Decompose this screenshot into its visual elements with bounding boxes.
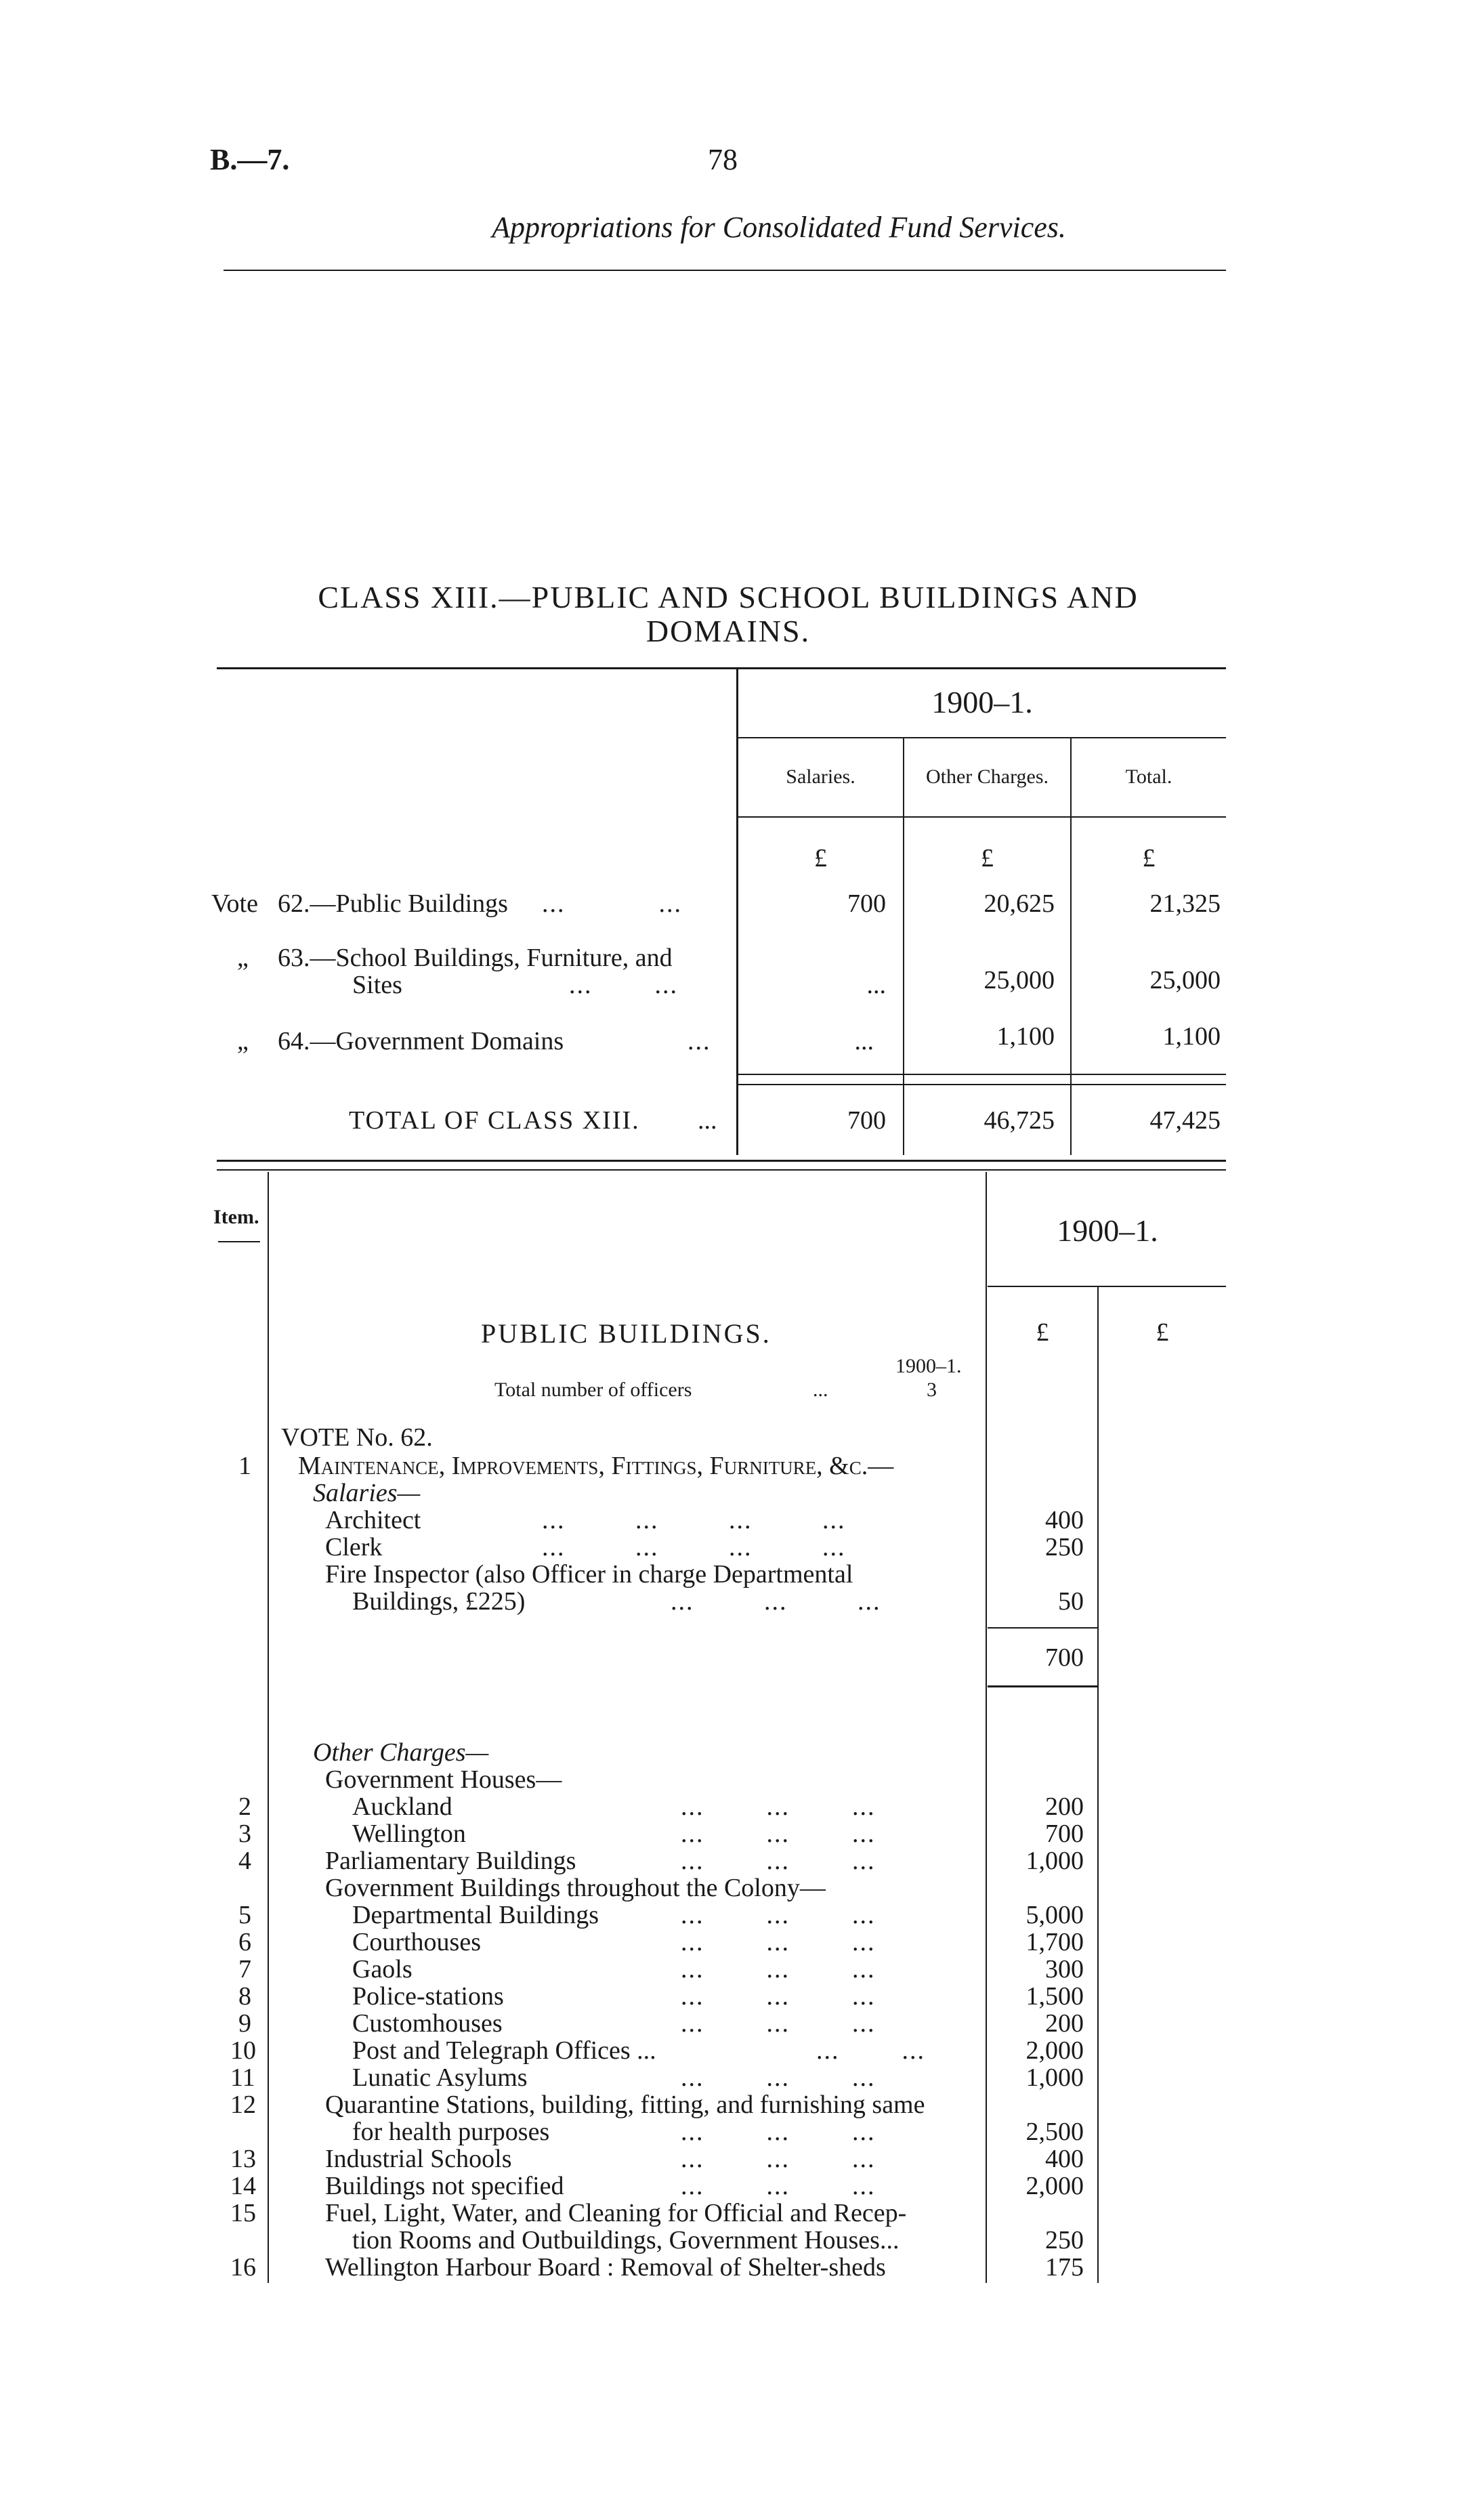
salary-amount: 400	[1045, 1506, 1084, 1534]
salaries-subtotal-rule	[988, 1627, 1097, 1629]
subtotal-rule	[738, 1074, 1226, 1075]
item-label: Wellington Harbour Board : Removal of Shelter-sheds	[325, 2253, 886, 2282]
item-dots: ... ... ...	[681, 1847, 876, 1875]
item-num: 6	[238, 1928, 251, 1956]
amount-col-divider	[986, 1172, 987, 2283]
summary-total-total: 47,425	[1149, 1106, 1221, 1135]
item-num: 11	[230, 2063, 255, 2092]
item-dots: ... ...	[816, 2036, 925, 2065]
summary-row-dots: ...	[688, 1027, 711, 1055]
summary-row-label-cont: Sites	[352, 971, 402, 999]
col-other-charges: Other Charges.	[925, 765, 1049, 788]
summary-row-salaries: 700	[847, 889, 886, 918]
summary-row-label: 62.—Public Buildings	[278, 889, 508, 918]
detail-currency-1: £	[1036, 1318, 1049, 1347]
summary-row-total: 21,325	[1149, 889, 1221, 918]
item-num: 4	[238, 1847, 251, 1875]
item-label: Buildings not specified	[325, 2172, 564, 2200]
item-dots: ... ... ...	[681, 1982, 876, 2011]
amount-subcol-divider	[1097, 1287, 1099, 2283]
officers-dots: ...	[813, 1379, 828, 1401]
item-amount: 175	[1045, 2253, 1084, 2282]
item-label: Fuel, Light, Water, and Cleaning for Official and Recep-	[325, 2199, 907, 2227]
summary-row-prefix: Vote	[211, 889, 258, 918]
salary-amount: 250	[1045, 1533, 1084, 1561]
item-num: 7	[238, 1955, 251, 1983]
item-amount: 2,500	[1026, 2118, 1084, 2146]
item-header: Item.	[213, 1206, 259, 1228]
summary-total-salaries: 700	[847, 1106, 886, 1135]
officers-label: Total number of officers	[494, 1379, 692, 1401]
currency-salaries: £	[814, 844, 827, 873]
item-num: 5	[238, 1901, 251, 1929]
header-rule	[224, 270, 1226, 271]
summary-colhead-rule	[738, 816, 1226, 818]
item-amount: 2,000	[1026, 2036, 1084, 2065]
detail-year-rule	[988, 1286, 1226, 1287]
item-label: Post and Telegraph Offices ...	[352, 2036, 656, 2065]
summary-bottom-rule-2	[217, 1169, 1226, 1171]
item-amount: 700	[1045, 1820, 1084, 1848]
salary-dots: ... ... ... ...	[542, 1506, 846, 1534]
item-amount: 1,700	[1026, 1928, 1084, 1956]
item-label-cont: tion Rooms and Outbuildings, Government Houses...	[352, 2226, 900, 2254]
summary-row-total: 1,100	[1162, 1022, 1221, 1051]
item-num: 1	[238, 1452, 251, 1480]
item-label: Parliamentary Buildings	[325, 1847, 576, 1875]
item-amount: 5,000	[1026, 1901, 1084, 1929]
summary-total-other: 46,725	[984, 1106, 1055, 1135]
item-amount: 200	[1045, 2009, 1084, 2038]
summary-row-prefix: „	[237, 944, 249, 972]
summary-row-other: 25,000	[984, 966, 1055, 994]
item-dots: ... ... ...	[681, 1955, 876, 1983]
summary-row-dots: ... ...	[542, 889, 682, 918]
salary-label: Architect	[325, 1506, 421, 1534]
salary-label-cont: Buildings, £225)	[352, 1587, 526, 1616]
salary-dots: ... ... ... ...	[542, 1533, 846, 1561]
item-amount: 250	[1045, 2226, 1084, 2254]
officers-count: 3	[927, 1379, 937, 1401]
item-dots: ... ... ...	[681, 1792, 876, 1821]
item-col-divider	[268, 1172, 269, 2283]
item-dots: ... ... ...	[681, 2118, 876, 2146]
salaries-total: 700	[1045, 1643, 1084, 1672]
summary-row-other: 1,100	[996, 1022, 1055, 1051]
summary-total-dots: ...	[698, 1106, 717, 1135]
page-number: 78	[708, 143, 738, 176]
summary-row-label: 64.—Government Domains	[278, 1027, 564, 1055]
currency-total: £	[1142, 844, 1156, 873]
col-total: Total.	[1125, 765, 1172, 788]
item-amount: 300	[1045, 1955, 1084, 1983]
item-label: Auckland	[352, 1792, 452, 1821]
item-num: 3	[238, 1820, 251, 1848]
gov-buildings-heading: Government Buildings throughout the Colony—	[325, 1874, 826, 1902]
item-num: 9	[238, 2009, 251, 2038]
summary-top-rule	[217, 667, 1226, 669]
item-label: Quarantine Stations, building, fitting, and furnishing same	[325, 2091, 925, 2119]
summary-row-dots: ... ...	[569, 971, 678, 999]
summary-year-rule	[738, 737, 1226, 738]
summary-row-prefix: „	[237, 1027, 249, 1055]
item-dots: ... ... ...	[681, 2145, 876, 2173]
item-amount: 1,500	[1026, 1982, 1084, 2011]
section-title: PUBLIC BUILDINGS.	[481, 1318, 771, 1349]
item-amount: 2,000	[1026, 2172, 1084, 2200]
item-label: Industrial Schools	[325, 2145, 512, 2173]
class-title-line1: CLASS XIII.—PUBLIC AND SCHOOL BUILDINGS AND	[318, 580, 1139, 614]
col-sep-1	[903, 738, 904, 1155]
item-num: 16	[230, 2253, 256, 2282]
item-num: 8	[238, 1982, 251, 2011]
col-sep-2	[1070, 738, 1072, 1155]
item-amount: 400	[1045, 2145, 1084, 2173]
summary-row-salaries: ...	[854, 1027, 874, 1055]
officers-year: 1900–1.	[895, 1355, 962, 1377]
col-salaries: Salaries.	[786, 765, 855, 788]
detail-currency-2: £	[1156, 1318, 1169, 1347]
item-num: 12	[230, 2091, 256, 2119]
item-header-rule	[218, 1241, 260, 1242]
item-dots: ... ... ...	[681, 1901, 876, 1929]
summary-bottom-rule	[217, 1160, 1226, 1162]
item-amount: 200	[1045, 1792, 1084, 1821]
item-dots: ... ... ...	[681, 1928, 876, 1956]
item-dots: ... ... ...	[681, 2172, 876, 2200]
item1-heading: Maintenance, Improvements, Fittings, Furniture, &c.—	[298, 1452, 894, 1480]
page-ref: B.—7.	[210, 143, 290, 176]
item-num: 2	[238, 1792, 251, 1821]
vote-label: VOTE No. 62.	[281, 1423, 433, 1452]
class-title-line2: DOMAINS.	[646, 614, 811, 648]
item-label: Wellington	[352, 1820, 466, 1848]
item-num: 10	[230, 2036, 256, 2065]
detail-year: 1900–1.	[1057, 1213, 1158, 1248]
item-amount: 1,000	[1026, 2063, 1084, 2092]
subtotal-rule-2	[738, 1084, 1226, 1085]
other-charges-heading: Other Charges—	[313, 1738, 489, 1767]
item-dots: ... ... ...	[681, 1820, 876, 1848]
currency-other: £	[981, 844, 994, 873]
salaries-total-rule	[988, 1685, 1097, 1687]
summary-year: 1900–1.	[931, 685, 1033, 719]
item-label: Gaols	[352, 1955, 413, 1983]
item-label-cont: for health purposes	[352, 2118, 550, 2146]
item-label: Departmental Buildings	[352, 1901, 599, 1929]
salary-label: Clerk	[325, 1533, 383, 1561]
item-dots: ... ... ...	[681, 2063, 876, 2092]
summary-row-salaries: ...	[866, 971, 886, 999]
item-num: 13	[230, 2145, 256, 2173]
summary-row-label: 63.—School Buildings, Furniture, and	[278, 944, 673, 972]
salaries-heading: Salaries—	[313, 1479, 421, 1507]
item-num: 15	[230, 2199, 256, 2227]
salary-dots: ... ... ...	[671, 1587, 881, 1616]
item-label: Lunatic Asylums	[352, 2063, 528, 2092]
gov-houses-heading: Government Houses—	[325, 1765, 562, 1794]
running-title: Appropriations for Consolidated Fund Services.	[492, 211, 1066, 244]
summary-row-total: 25,000	[1149, 966, 1221, 994]
summary-row-other: 20,625	[984, 889, 1055, 918]
item-label: Customhouses	[352, 2009, 503, 2038]
item-dots: ... ... ...	[681, 2009, 876, 2038]
salary-amount: 50	[1058, 1587, 1084, 1616]
item-label: Courthouses	[352, 1928, 481, 1956]
item-label: Police-stations	[352, 1982, 504, 2011]
summary-total-label: TOTAL OF CLASS XIII.	[349, 1106, 640, 1135]
item-num: 14	[230, 2172, 256, 2200]
item-amount: 1,000	[1026, 1847, 1084, 1875]
salary-label: Fire Inspector (also Officer in charge Departmental	[325, 1560, 853, 1589]
